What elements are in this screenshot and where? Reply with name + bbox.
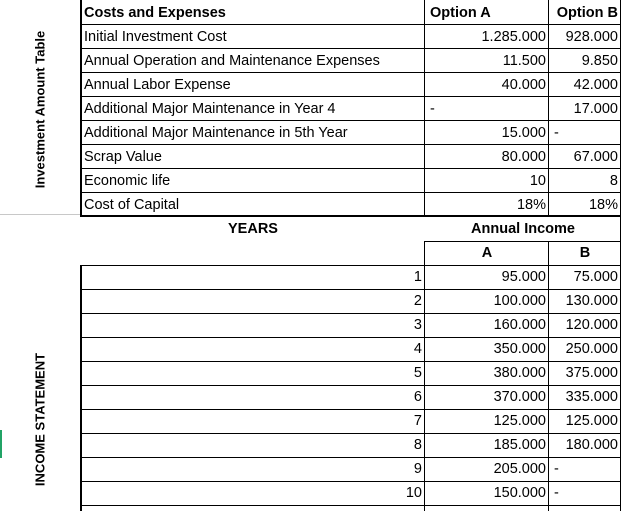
- cost-option-a[interactable]: 15.000: [501, 125, 546, 141]
- annual-income-header[interactable]: Annual Income: [471, 221, 575, 237]
- grid-line: [80, 505, 621, 506]
- income-a[interactable]: 370.000: [493, 389, 546, 405]
- cost-label[interactable]: Economic life: [84, 173, 171, 189]
- grid-line: [80, 337, 621, 338]
- cost-option-b[interactable]: 8: [609, 173, 618, 189]
- income-row: [80, 361, 627, 385]
- income-row: [80, 457, 627, 481]
- cost-row: [80, 169, 627, 193]
- grid-line: [548, 0, 549, 216]
- investment-table-side-label: Investment Amount Table: [32, 30, 48, 189]
- grid-line: [80, 313, 621, 314]
- income-year[interactable]: 1: [413, 269, 422, 285]
- income-header-row: [80, 217, 627, 241]
- grid-line: [80, 96, 621, 97]
- option-b-header[interactable]: Option B: [556, 5, 618, 21]
- income-b[interactable]: 120.000: [565, 317, 618, 333]
- cost-label[interactable]: Cost of Capital: [84, 197, 180, 213]
- income-row: [80, 265, 627, 289]
- grid-line: [80, 481, 621, 482]
- income-b[interactable]: 375.000: [565, 365, 618, 381]
- income-col-b-header[interactable]: B: [579, 245, 591, 261]
- income-a[interactable]: 185.000: [493, 437, 546, 453]
- grid-line: [620, 0, 621, 216]
- income-row: [80, 433, 627, 457]
- grid-line: [424, 241, 621, 242]
- cost-option-b[interactable]: 67.000: [573, 149, 618, 165]
- grid-line: [424, 241, 425, 511]
- income-b[interactable]: 125.000: [565, 413, 618, 429]
- option-a-header[interactable]: Option A: [430, 5, 491, 21]
- cost-option-a[interactable]: 18%: [516, 197, 546, 213]
- section-divider: [0, 214, 80, 215]
- income-a[interactable]: 205.000: [493, 461, 546, 477]
- income-year[interactable]: 10: [405, 485, 422, 501]
- grid-line: [80, 289, 621, 290]
- income-row: [80, 481, 627, 505]
- income-a[interactable]: 125.000: [493, 413, 546, 429]
- spreadsheet-grid: [80, 0, 627, 511]
- income-year[interactable]: 3: [413, 317, 422, 333]
- income-b[interactable]: -: [554, 461, 559, 477]
- income-year[interactable]: 5: [413, 365, 422, 381]
- income-b[interactable]: 335.000: [565, 389, 618, 405]
- cost-row: [80, 97, 627, 121]
- grid-line: [80, 385, 621, 386]
- cost-option-a[interactable]: 10: [529, 173, 546, 189]
- grid-line: [80, 168, 621, 169]
- income-b[interactable]: -: [554, 485, 559, 501]
- grid-line: [80, 0, 82, 216]
- selection-edge-marker: [0, 430, 2, 458]
- grid-line: [80, 265, 621, 266]
- grid-line: [620, 217, 621, 511]
- grid-line: [80, 457, 621, 458]
- income-year[interactable]: 2: [413, 293, 422, 309]
- cost-option-b[interactable]: 9.850: [581, 53, 618, 69]
- income-a[interactable]: 160.000: [493, 317, 546, 333]
- cost-option-a[interactable]: 11.500: [502, 53, 546, 69]
- grid-line: [80, 265, 82, 511]
- grid-line: [548, 241, 549, 511]
- cost-row: [80, 121, 627, 145]
- income-b[interactable]: 180.000: [565, 437, 618, 453]
- cost-option-a[interactable]: 1.285.000: [481, 29, 546, 45]
- income-year[interactable]: 9: [413, 461, 422, 477]
- income-b[interactable]: 75.000: [573, 269, 618, 285]
- grid-line: [80, 361, 621, 362]
- grid-line: [424, 0, 425, 216]
- years-header[interactable]: YEARS: [228, 221, 278, 237]
- cost-label[interactable]: Additional Major Maintenance in 5th Year: [84, 125, 348, 141]
- income-year[interactable]: 7: [413, 413, 422, 429]
- cost-row: [80, 73, 627, 97]
- cost-row: [80, 145, 627, 169]
- income-statement-side-label: INCOME STATEMENT: [32, 352, 48, 487]
- cost-option-a[interactable]: -: [430, 101, 435, 117]
- income-row: [80, 337, 627, 361]
- income-year[interactable]: 8: [413, 437, 422, 453]
- income-a[interactable]: 150.000: [493, 485, 546, 501]
- grid-line: [80, 409, 621, 410]
- cost-label[interactable]: Additional Major Maintenance in Year 4: [84, 101, 336, 117]
- grid-line: [80, 72, 621, 73]
- income-year[interactable]: 4: [413, 341, 422, 357]
- cost-option-b[interactable]: 42.000: [573, 77, 618, 93]
- costs-header-row: [80, 1, 627, 25]
- cost-row: [80, 193, 627, 217]
- grid-line: [80, 120, 621, 121]
- cost-row: [80, 25, 627, 49]
- cost-label[interactable]: Annual Labor Expense: [84, 77, 231, 93]
- income-row: [80, 385, 627, 409]
- income-year[interactable]: 6: [413, 389, 422, 405]
- grid-line: [80, 433, 621, 434]
- income-col-a-header[interactable]: A: [481, 245, 493, 261]
- cost-option-b[interactable]: -: [554, 125, 559, 141]
- income-a[interactable]: 100.000: [493, 293, 546, 309]
- income-row: [80, 289, 627, 313]
- cost-label[interactable]: Initial Investment Cost: [84, 29, 227, 45]
- income-a[interactable]: 350.000: [493, 341, 546, 357]
- cost-label[interactable]: Scrap Value: [84, 149, 162, 165]
- income-row: [80, 409, 627, 433]
- income-subheader-row: [80, 241, 627, 265]
- grid-line: [80, 24, 621, 25]
- grid-line: [80, 192, 621, 193]
- costs-header-label[interactable]: Costs and Expenses: [84, 5, 226, 21]
- cost-option-b[interactable]: 928.000: [565, 29, 618, 45]
- cost-option-b[interactable]: 18%: [588, 197, 618, 213]
- cost-option-b[interactable]: 17.000: [573, 101, 618, 117]
- grid-line: [80, 48, 621, 49]
- cost-row: [80, 49, 627, 73]
- income-row: [80, 313, 627, 337]
- cost-option-a[interactable]: 40.000: [501, 77, 546, 93]
- income-a[interactable]: 95.000: [501, 269, 546, 285]
- income-a[interactable]: 380.000: [493, 365, 546, 381]
- cost-option-a[interactable]: 80.000: [501, 149, 546, 165]
- income-b[interactable]: 130.000: [565, 293, 618, 309]
- cost-label[interactable]: Annual Operation and Maintenance Expenses: [84, 53, 380, 69]
- grid-line: [80, 215, 621, 217]
- grid-line: [80, 144, 621, 145]
- income-b[interactable]: 250.000: [565, 341, 618, 357]
